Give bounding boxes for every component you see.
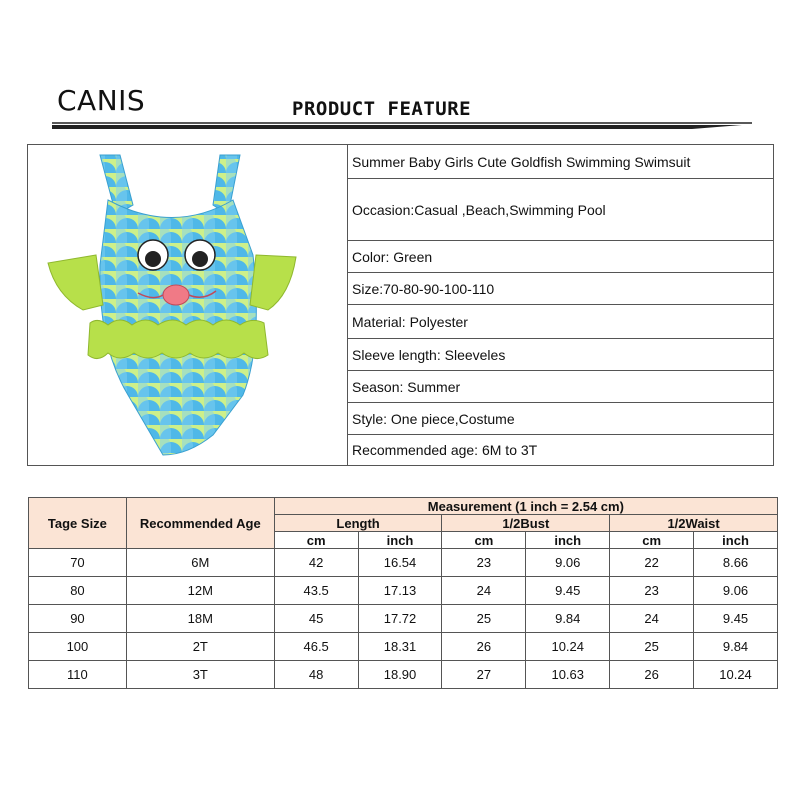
measurement-header: Measurement (1 inch = 2.54 cm) [274,498,777,515]
table-cell: 18.90 [358,661,442,689]
table-cell: 8.66 [694,549,778,577]
table-row [29,605,778,633]
table-cell: 9.84 [694,633,778,661]
feature-style: Style: One piece,Costume [348,403,774,435]
table-cell: 70 [29,549,127,577]
unit-header: cm [442,532,526,549]
table-cell: 16.54 [358,549,442,577]
table-cell: 10.24 [526,633,610,661]
table-cell: 48 [274,661,358,689]
table-cell: 9.45 [526,577,610,605]
table-cell: 18.31 [358,633,442,661]
table-cell: 110 [29,661,127,689]
product-feature-box [27,144,774,466]
table-cell: 12M [126,577,274,605]
table-cell: 42 [274,549,358,577]
unit-header: inch [694,532,778,549]
table-cell: 25 [442,605,526,633]
column-header-recommended-age: Recommended Age [126,498,274,549]
table-cell: 26 [442,633,526,661]
table-cell: 24 [610,605,694,633]
table-cell: 10.63 [526,661,610,689]
column-header-tag-size: Tage Size [29,498,127,549]
table-row [29,633,778,661]
feature-sleeve-length: Sleeve length: Sleeveles [348,339,774,371]
feature-size: Size:70-80-90-100-110 [348,273,774,305]
table-cell: 24 [442,577,526,605]
feature-recommended-age: Recommended age: 6M to 3T [352,442,538,458]
title-underline [52,119,752,131]
group-header-waist: 1/2Waist [610,515,778,532]
unit-header: inch [526,532,610,549]
page-title: PRODUCT FEATURE [292,98,472,120]
table-cell: 90 [29,605,127,633]
feature-material: Material: Polyester [348,305,774,339]
group-header-bust: 1/2Bust [442,515,610,532]
table-cell: 2T [126,633,274,661]
table-cell: 10.24 [694,661,778,689]
table-cell: 6M [126,549,274,577]
size-chart-table [28,497,778,689]
unit-header: cm [274,532,358,549]
table-cell: 3T [126,661,274,689]
table-row [29,577,778,605]
table-cell: 9.06 [694,577,778,605]
unit-header: cm [610,532,694,549]
table-cell: 26 [610,661,694,689]
brand-logo: CANIS [57,84,146,117]
table-cell: 100 [29,633,127,661]
table-cell: 17.72 [358,605,442,633]
table-cell: 25 [610,633,694,661]
table-cell: 43.5 [274,577,358,605]
table-cell: 46.5 [274,633,358,661]
feature-season: Season: Summer [348,371,774,403]
table-cell: 17.13 [358,577,442,605]
group-header-length: Length [274,515,442,532]
table-row [29,661,778,689]
table-cell: 80 [29,577,127,605]
table-cell: 27 [442,661,526,689]
product-photo [28,145,348,465]
table-cell: 9.45 [694,605,778,633]
feature-color: Color: Green [348,241,774,273]
table-cell: 22 [610,549,694,577]
feature-title-row: Summer Baby Girls Cute Goldfish Swimming Swimsuit [348,145,774,179]
table-cell: 23 [442,549,526,577]
table-row [29,549,778,577]
feature-occasion: Occasion:Casual ,Beach,Swimming Pool [348,179,774,241]
goldfish-swimsuit-image [28,145,346,465]
table-cell: 9.84 [526,605,610,633]
table-cell: 18M [126,605,274,633]
table-cell: 45 [274,605,358,633]
table-cell: 23 [610,577,694,605]
unit-header: inch [358,532,442,549]
table-cell: 9.06 [526,549,610,577]
